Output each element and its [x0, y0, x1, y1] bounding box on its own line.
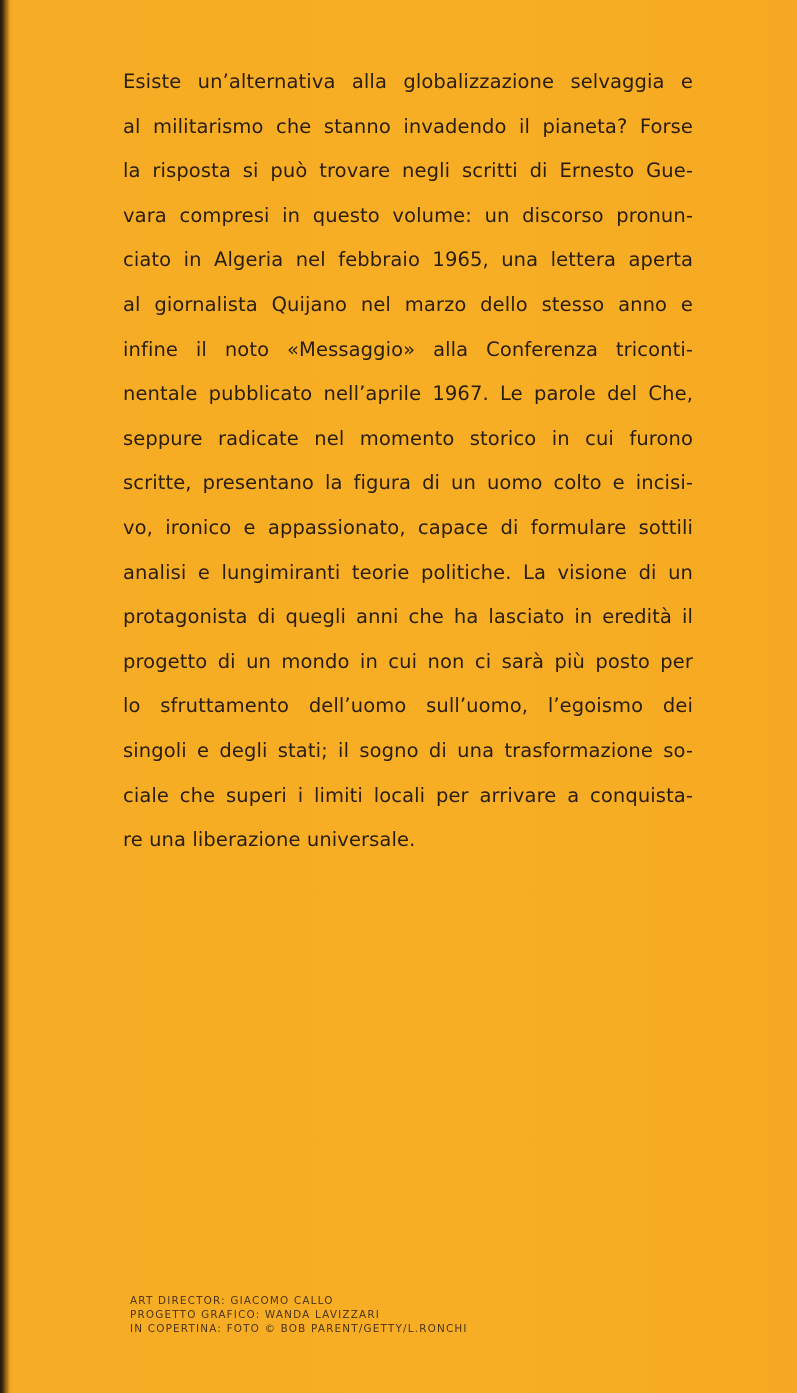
blurb-line: re una liberazione universale. — [123, 828, 416, 852]
credits-block — [130, 1294, 468, 1336]
blurb-line: vo, ironico e appassionato, capace di formulare sottili — [123, 515, 693, 539]
blurb-line: progetto di un mondo in cui non ci sarà più posto per — [123, 649, 693, 673]
spine-edge — [0, 0, 10, 1393]
credit-graphic-design: PROGETTO GRAFICO: WANDA LAVIZZARI — [130, 1309, 381, 1321]
blurb-line: lo sfruttamento dell’uomo sull’uomo, l’egoismo dei — [123, 694, 693, 718]
blurb-line: infine il noto «Messaggio» alla Conferenza triconti- — [123, 337, 693, 361]
blurb-line: scritte, presentano la figura di un uomo colto e incisi- — [123, 471, 693, 495]
blurb-line: ciato in Algeria nel febbraio 1965, una lettera aperta — [123, 248, 693, 272]
blurb-line: al giornalista Quijano nel marzo dello stesso anno e — [123, 292, 693, 316]
blurb-line: la risposta si può trovare negli scritti di Ernesto Gue- — [123, 159, 693, 183]
blurb-line: Esiste un’alternativa alla globalizzazione selvaggia e — [123, 70, 693, 93]
blurb-line: al militarismo che stanno invadendo il pianeta? Forse — [123, 114, 693, 138]
credit-art-director: ART DIRECTOR: GIACOMO CALLO — [130, 1295, 334, 1307]
blurb-text — [123, 60, 693, 863]
blurb-line: ciale che superi i limiti locali per arrivare a conquista- — [123, 783, 693, 807]
blurb-line: protagonista di quegli anni che ha lasciato in eredità il — [123, 605, 693, 629]
blurb-line: singoli e degli stati; il sogno di una trasformazione so- — [123, 738, 693, 762]
blurb-line: analisi e lungimiranti teorie politiche. La visione di un — [123, 560, 693, 584]
blurb-line: seppure radicate nel momento storico in cui furono — [123, 426, 693, 450]
blurb-line: nentale pubblicato nell’aprile 1967. Le parole del Che, — [123, 382, 693, 406]
credit-cover-photo: IN COPERTINA: FOTO © BOB PARENT/GETTY/L.RONCHI — [130, 1323, 468, 1335]
blurb-line: vara compresi in questo volume: un discorso pronun- — [123, 203, 693, 227]
